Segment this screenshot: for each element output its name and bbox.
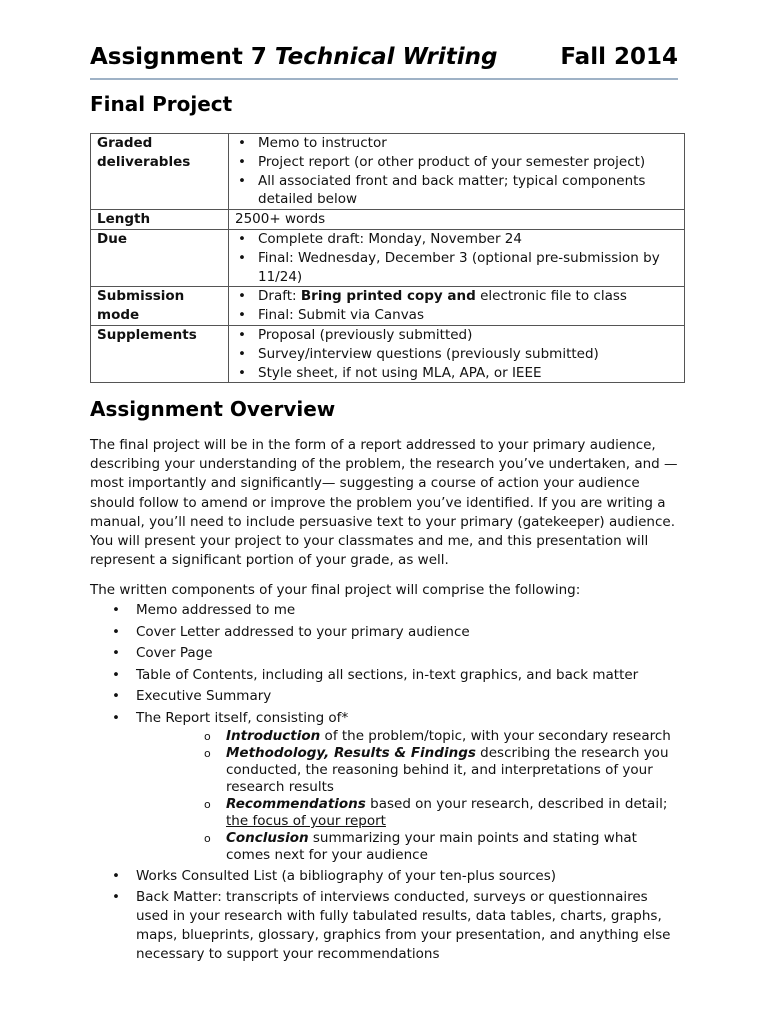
rec-rest: based on your research, described in detail; [365, 795, 668, 812]
sub-bullet: o [204, 831, 211, 845]
item-text: Works Consulted List (a bibliography of your ten-plus sources) [136, 867, 557, 884]
item-text: Table of Contents, including all sections, in-text graphics, and back matter [136, 666, 639, 683]
header-assignment: Assignment 7 [90, 44, 267, 70]
components-list [90, 601, 680, 967]
bullet: • [112, 709, 120, 726]
list-item [90, 709, 680, 864]
sub-bullet: o [204, 729, 211, 743]
components-intro: The written components of your final project will comprise the following: [90, 582, 581, 598]
graded-label: Graded deliverables [91, 134, 229, 210]
submission-label: Submission mode [91, 287, 229, 326]
due-cell [229, 229, 685, 286]
list-item: • Final: Submit via Canvas [235, 306, 680, 325]
list-item [235, 287, 680, 306]
list-item [90, 687, 680, 706]
header-rule [90, 78, 678, 80]
report-sublist [136, 728, 680, 864]
submission-list [235, 287, 680, 325]
list-item [90, 867, 680, 886]
submission-cell [229, 287, 685, 326]
header-term: Fall 2014 [560, 44, 678, 70]
bullet: • [112, 602, 120, 618]
bullet: • [112, 688, 120, 705]
supplements-cell [229, 325, 685, 382]
list-item [90, 601, 680, 620]
overview-heading: Assignment Overview [90, 397, 336, 421]
method-rest: describing the research you conducted, the reasoning behind it, and interpretations of your research results [226, 744, 669, 795]
list-item [90, 888, 680, 964]
deliverables-table [90, 133, 685, 383]
graded-list [235, 134, 680, 209]
intro-term: Introduction [226, 727, 321, 744]
sub-bullet: o [204, 797, 211, 811]
item-text: Executive Summary [136, 688, 272, 705]
item-text: Memo addressed to me [136, 602, 296, 618]
table-row [91, 229, 685, 286]
graded-cell [229, 134, 685, 210]
due-list [235, 230, 680, 286]
list-item: • Project report (or other product of your semester project) [235, 153, 680, 172]
sublist-item [136, 728, 680, 745]
list-item: • Proposal (previously submitted) [235, 326, 680, 345]
supplements-label: Supplements [91, 325, 229, 382]
list-item: • Survey/interview questions (previously submitted) [235, 345, 680, 364]
sub-bullet: o [204, 746, 211, 760]
method-term: Methodology, Results & Findings [226, 744, 476, 761]
rec-term: Recommendations [226, 795, 366, 812]
list-item [90, 623, 680, 642]
bullet: • [112, 867, 120, 884]
length-value: 2500+ words [229, 210, 685, 230]
list-item: • Style sheet, if not using MLA, APA, or IEEE [235, 364, 680, 383]
item-text: Back Matter: transcripts of interviews conducted, surveys or questionnaires used in your research with fully tabulated results, data tables, charts, graphs, maps, blueprints, glossary, graphics from your presentation, and anything else necessary to support your recommendations [136, 889, 671, 963]
overview-paragraph: The final project will be in the form of a report addressed to your primary audience, describing your understanding of the problem, the research you’ve undertaken, and —most importantly and significantly— suggesting a course of action your audience should follow to amend or improve the problem you’ve identified. If you are writing a manual, you’ll need to include persuasive text to your primary (gatekeeper) audience. You will present your project to your classmates and me, and this presentation will represent a significant portion of your grade, as well. [90, 437, 678, 569]
list-item: • Final: Wednesday, December 3 (optional pre-submission by 11/24) [235, 249, 680, 287]
supplements-list [235, 326, 680, 382]
list-item [90, 666, 680, 685]
header-title [90, 44, 497, 70]
sublist-item [136, 830, 680, 864]
bullet: • [112, 623, 120, 640]
table-row [91, 287, 685, 326]
list-item: • Complete draft: Monday, November 24 [235, 230, 680, 249]
item-text: The Report itself, consisting of* [136, 709, 349, 726]
final-project-heading: Final Project [90, 92, 233, 116]
submission-draft-bold: Bring printed copy and [300, 288, 476, 305]
sublist-item [136, 745, 680, 796]
document-header [90, 44, 678, 70]
table-row [91, 134, 685, 210]
concl-rest: summarizing your main points and stating what comes next for your audience [226, 829, 637, 863]
submission-draft-rest: electronic file to class [475, 288, 627, 305]
header-course: Technical Writing [274, 44, 498, 70]
table-row [91, 325, 685, 382]
item-text: Cover Page [136, 645, 213, 662]
table-row [91, 210, 685, 230]
concl-term: Conclusion [226, 829, 309, 846]
list-item [90, 644, 680, 663]
list-item: • Memo to instructor [235, 134, 680, 153]
due-label: Due [91, 229, 229, 286]
intro-rest: of the problem/topic, with your secondary research [320, 727, 671, 744]
submission-draft-prefix: Draft: [258, 288, 301, 305]
bullet: • [112, 666, 120, 683]
length-label: Length [91, 210, 229, 230]
bullet: • [112, 889, 120, 906]
sublist-item [136, 796, 680, 830]
item-text: Cover Letter addressed to your primary audience [136, 623, 470, 640]
bullet: • [112, 645, 120, 662]
rec-underline: the focus of your report [226, 812, 386, 829]
list-item: • All associated front and back matter; typical components detailed below [235, 172, 680, 210]
